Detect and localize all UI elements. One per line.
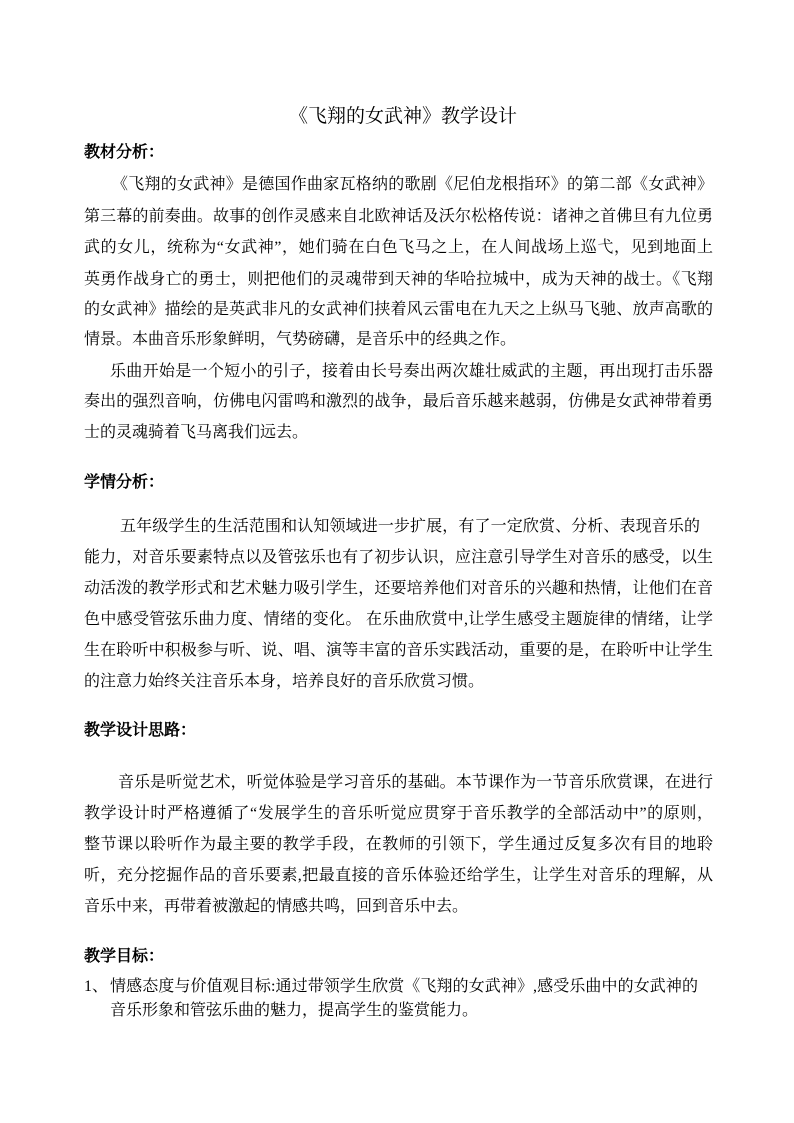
list-item-number: 1、: [84, 978, 109, 995]
text-line: 乐曲开始是一个短小的引子，接着由长号奏出两次雄壮威武的主题，再出现打击乐器: [110, 363, 713, 380]
text-line: 英勇作战身亡的勇士，则把他们的灵魂带到天神的华哈拉城中，成为天神的战士。《飞翔: [84, 271, 713, 288]
text-line: 第三幕的前奏曲。故事的创作灵感来自北欧神话及沃尔松格传说：诸神之首佛旦有九位勇: [84, 208, 713, 225]
section-heading-teaching-goals: 教学目标：: [84, 948, 165, 965]
text-line: 色中感受管弦乐曲力度、情绪的变化。 在乐曲欣赏中,让学生感受主题旋律的情绪，让学: [84, 611, 713, 628]
text-line: 动活泼的教学形式和艺术魅力吸引学生，还要培养他们对音乐的兴趣和热情，让他们在音: [84, 580, 713, 597]
text-line: 士的灵魂骑着飞马离我们远去。: [84, 424, 309, 441]
text-line: 《飞翔的女武神》是德国作曲家瓦格纳的歌剧《尼伯龙根指环》的第二部《女武神》: [112, 176, 713, 193]
text-line: 听，充分挖掘作品的音乐要素,把最直接的音乐体验还给学生，让学生对音乐的理解，从: [84, 867, 713, 884]
text-line: 情景。本曲音乐形象鲜明，气势磅礴，是音乐中的经典之作。: [84, 331, 517, 348]
section-heading-design-approach: 教学设计思路：: [84, 722, 197, 739]
text-line: 奏出的强烈音响，仿佛电闪雷鸣和激烈的战争，最后音乐越来越弱，仿佛是女武神带着勇: [84, 393, 713, 410]
text-line: 的女武神》描绘的是英武非凡的女武神们挟着风云雷电在九天之上纵马飞驰、放声高歌的: [84, 301, 713, 318]
text-line: 武的女儿，统称为“女武神”，她们骑在白色飞马之上，在人间战场上巡弋，见到地面上: [84, 239, 713, 256]
text-line: 音乐是听觉艺术，听觉体验是学习音乐的基础。本节课作为一节音乐欣赏课，在进行: [118, 774, 713, 791]
text-line: 生在聆听中积极参与听、说、唱、演等丰富的音乐实践活动，重要的是，在聆听中让学生: [84, 642, 713, 659]
section-heading-material-analysis: 教材分析：: [84, 144, 165, 161]
section-heading-student-analysis: 学情分析：: [84, 474, 165, 491]
text-line: 整节课以聆听作为最主要的教学手段，在教师的引领下，学生通过反复多次有目的地聆: [84, 836, 713, 853]
document-title: 《飞翔的女武神》教学设计: [288, 106, 517, 127]
text-line: 能力，对音乐要素特点以及管弦乐也有了初步认识，应注意引导学生对音乐的感受，以生: [84, 549, 713, 566]
text-line: 教学设计时严格遵循了“发展学生的音乐听觉应贯穿于音乐教学的全部活动中”的原则，: [84, 805, 713, 822]
text-line: 音乐形象和管弦乐曲的魅力，提高学生的鉴赏能力。: [110, 1002, 479, 1019]
text-line: 五年级学生的生活范围和认知领域进一步扩展，有了一定欣赏、分析、表现音乐的: [120, 518, 700, 535]
text-line: 音乐中来，再带着被激起的情感共鸣，回到音乐中去。: [84, 898, 469, 915]
text-line: 情感态度与价值观目标:通过带领学生欣赏《飞翔的女武神》,感受乐曲中的女武神的: [110, 978, 698, 995]
text-line: 的注意力始终关注音乐本身，培养良好的音乐欣赏习惯。: [84, 673, 485, 690]
